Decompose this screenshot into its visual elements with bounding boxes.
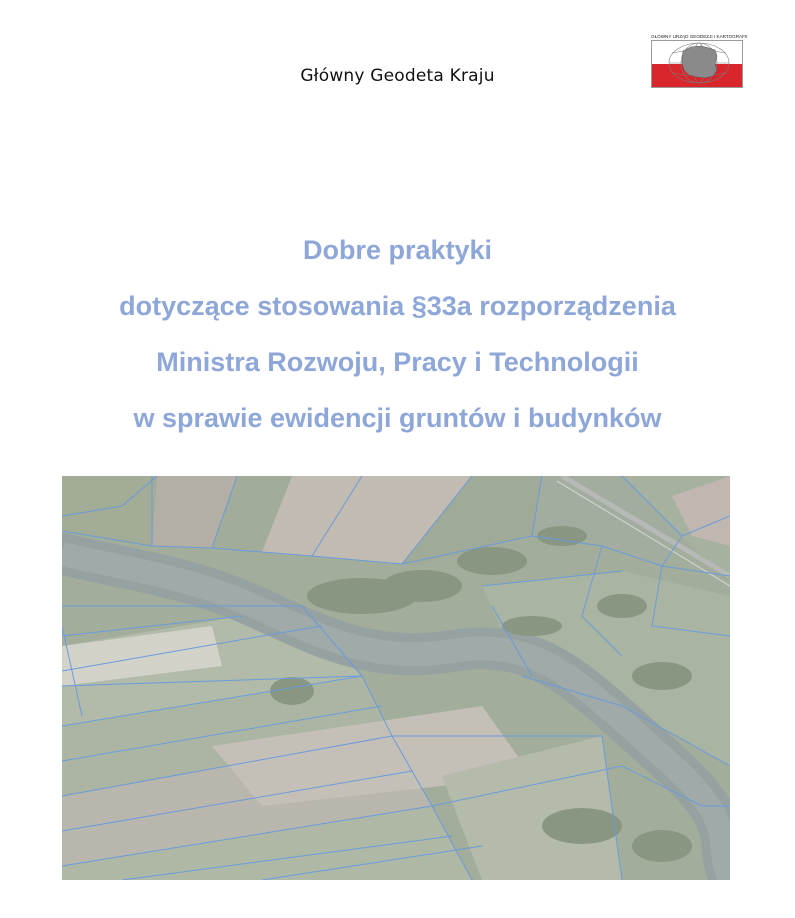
author-heading: Główny Geodeta Kraju: [300, 66, 495, 86]
cover-aerial-photo: [62, 476, 730, 880]
aerial-map-illustration: [62, 476, 730, 880]
logo-emblem: [651, 34, 748, 88]
title-line-4: w sprawie ewidencji gruntów i budynków: [133, 403, 662, 433]
document-title: [0, 232, 795, 456]
title-line-2: dotyczące stosowania §33a rozporządzenia: [119, 291, 676, 321]
title-line-1: Dobre praktyki: [302, 235, 493, 265]
gugik-logo: [651, 34, 748, 88]
title-line-3: Ministra Rozwoju, Pracy i Technologii: [156, 347, 639, 377]
logo-caption: GŁÓWNY URZĄD GEODEZJI I KARTOGRAFII: [651, 34, 748, 39]
